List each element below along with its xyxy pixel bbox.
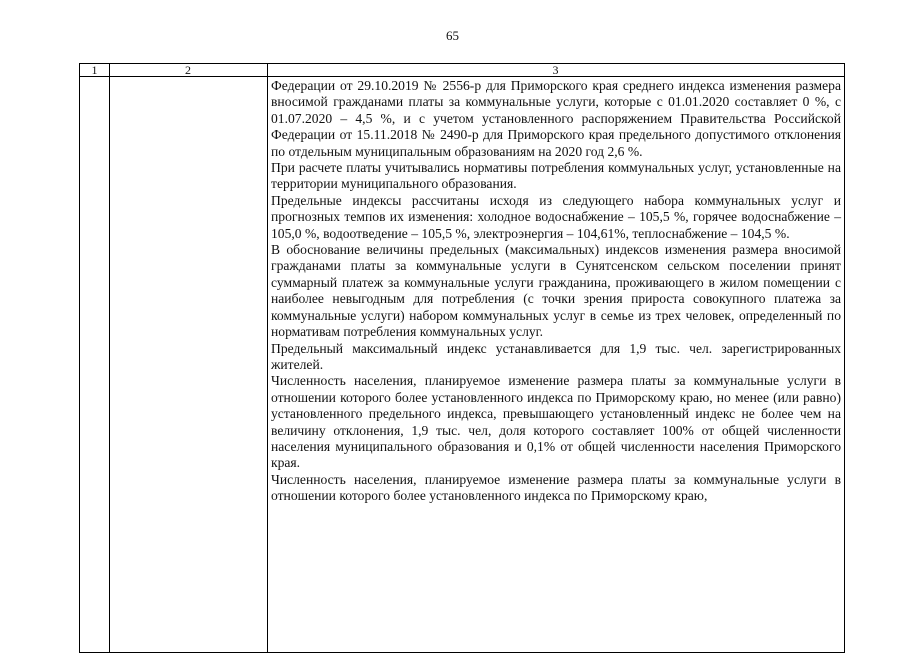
column-divider-1	[109, 64, 110, 652]
column-3-text	[271, 78, 841, 505]
paragraph: Предельные индексы рассчитаны исходя из следующего набора коммунальных услуг и прогнозных темпов их изменения: холодное водоснабжение – 105,5 %, горячее водоснабжение – 105,0 %, водоотведение – 105,5 %, электроэнергия – 104,61%, теплоснабжение – 104,5 %.	[271, 192, 841, 241]
column-divider-2	[267, 64, 268, 652]
column-header-3: 3	[552, 63, 559, 77]
header-divider	[80, 76, 844, 77]
column-header-2: 2	[185, 63, 191, 77]
document-table	[79, 63, 845, 653]
paragraph: В обоснование величины предельных (максимальных) индексов изменения размера вносимой гражданами платы за коммунальные услуги в Сунятсенском сельском поселении принят суммарный платеж за коммунальные услуги гражданина, проживающего в жилом помещении с наиболее невыгодным для потребления (с точки зрения прироста совокупного платежа за коммунальные услуги) набором коммунальных услуг в семье из трех человек, определенный по нормативам потребления коммунальных услуг.	[271, 242, 841, 340]
paragraph: Предельный максимальный индекс устанавливается для 1,9 тыс. чел. зарегистрированных жителей.	[271, 340, 841, 372]
page-number: 65	[446, 28, 459, 43]
paragraph: При расчете платы учитывались нормативы потребления коммунальных услуг, установленные на территории муниципального образования.	[271, 160, 841, 192]
column-header-1: 1	[91, 63, 98, 77]
paragraph: Численность населения, планируемое изменение размера платы за коммунальные услуги в отношении которого более установленного индекса по Приморскому краю,	[271, 471, 841, 504]
paragraph: Федерации от 29.10.2019 № 2556-р для Приморского края среднего индекса изменения размера вносимой гражданами платы за коммунальные услуги, которые с 01.01.2020 составляет 0 %, с 01.07.2020 – 4,5 %, и с учетом установленного распоряжением Правительства Российской Федерации от 15.11.2018 № 2490-р для Приморского края предельного допустимого отклонения по отдельным муниципальным образованиям на 2020 год 2,6 %.	[271, 78, 841, 159]
paragraph: Численность населения, планируемое изменение размера платы за коммунальные услуги в отношении которого более установленного индекса по Приморскому краю, но менее (или равно) установленного предельного индекса, превышающего установленный индекс не более чем на величину отклонения, 1,9 тыс. чел, доля которого составляет 100% от общей численности населения муниципального образования и 0,1% от общей численности населения Приморского края.	[271, 373, 841, 471]
